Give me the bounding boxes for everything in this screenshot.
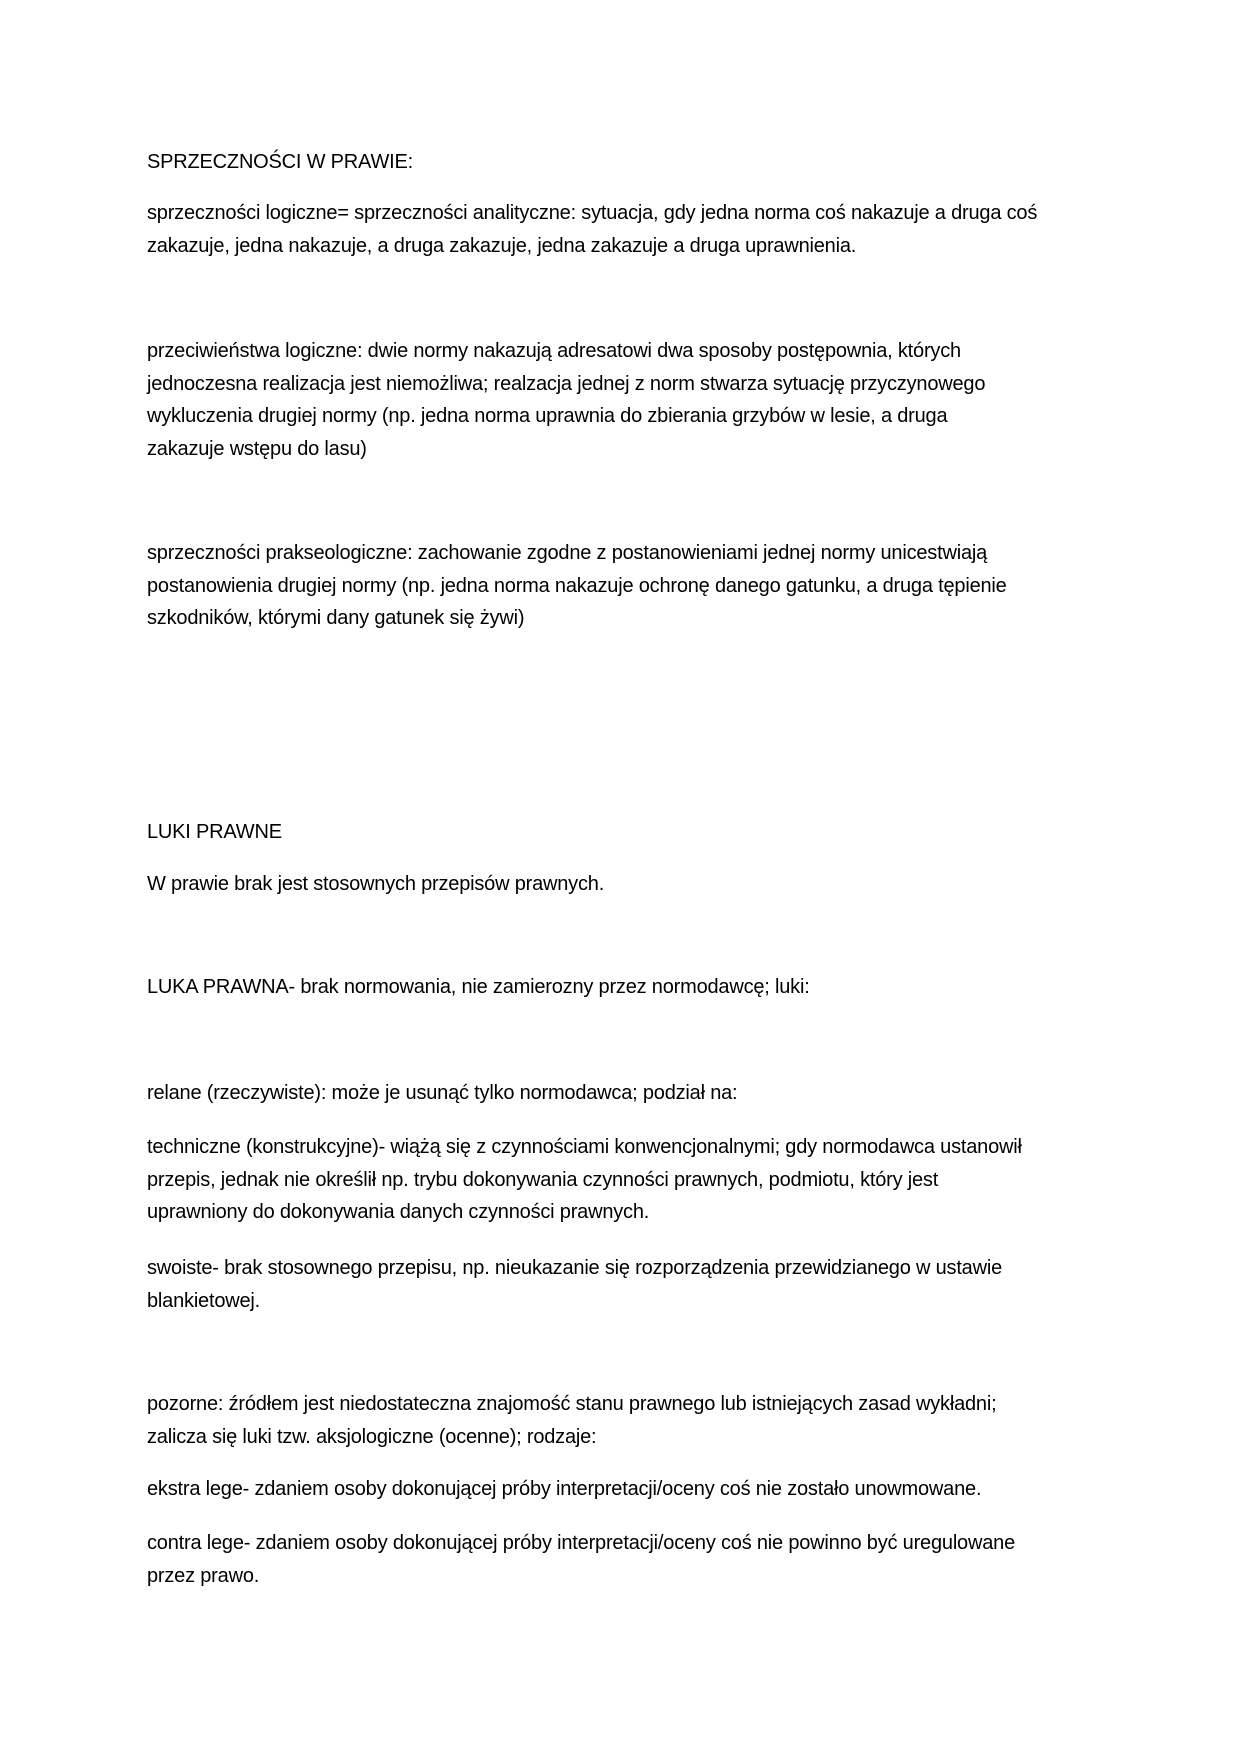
heading-contradictions: SPRZECZNOŚCI W PRAWIE: bbox=[147, 151, 413, 173]
paragraph-extra-lege: ekstra lege- zdaniem osoby dokonującej próby interpretacji/oceny coś nie zostało unowmowane. bbox=[147, 1478, 982, 1500]
heading-legal-gaps: LUKI PRAWNE bbox=[147, 821, 282, 843]
paragraph-logical-contradictions: sprzeczności logiczne= sprzeczności analityczne: sytuacja, gdy jedna norma coś nakazuje a druga coś zakazuje, jedna nakazuje, a druga zakazuje, jedna zakazuje a druga uprawnienia. bbox=[147, 202, 1038, 257]
paragraph-gaps-definition: W prawie brak jest stosownych przepisów prawnych. bbox=[147, 873, 605, 895]
paragraph-apparent-gaps: pozorne: źródłem jest niedostateczna znajomość stanu prawnego lub istniejących zasad wykładni; zalicza się luki tzw. aksjologiczne (ocenne); rodzaje: bbox=[147, 1393, 997, 1448]
paragraph-real-gaps: relane (rzeczywiste): może je usunąć tylko normodawca; podział na: bbox=[147, 1082, 738, 1104]
paragraph-legal-gap: LUKA PRAWNA- brak normowania, nie zamierozny przez normodawcę; luki: bbox=[147, 976, 810, 998]
paragraph-logical-opposites: przeciwieństwa logiczne: dwie normy nakazują adresatowi dwa sposoby postępownia, których jednoczesna realizacja jest niemożliwa; realzacja jednej z norm stwarza sytuację przyczynowego wykluczenia drugiej normy (np. jedna norma uprawnia do zbierania grzybów w lesie, a druga zakazuje wstępu do lasu) bbox=[147, 340, 986, 460]
paragraph-contra-lege: contra lege- zdaniem osoby dokonującej próby interpretacji/oceny coś nie powinno być uregulowane przez prawo. bbox=[147, 1532, 1015, 1587]
paragraph-technical-gaps: techniczne (konstrukcyjne)- wiążą się z czynnościami konwencjonalnymi; gdy normodawca ustanowił przepis, jednak nie określił np. trybu dokonywania czynności prawnych, podmiotu, który jest uprawniony do dokonywania danych czynności prawnych. bbox=[147, 1136, 1022, 1223]
paragraph-specific-gaps: swoiste- brak stosownego przepisu, np. nieukazanie się rozporządzenia przewidzianego w ustawie blankietowej. bbox=[147, 1257, 1003, 1312]
paragraph-praxeological-contradictions: sprzeczności prakseologiczne: zachowanie zgodne z postanowieniami jednej normy unicestwiają postanowienia drugiej normy (np. jedna norma nakazuje ochronę danego gatunku, a druga tępienie szkodników, którymi dany gatunek się żywi) bbox=[147, 542, 1007, 629]
